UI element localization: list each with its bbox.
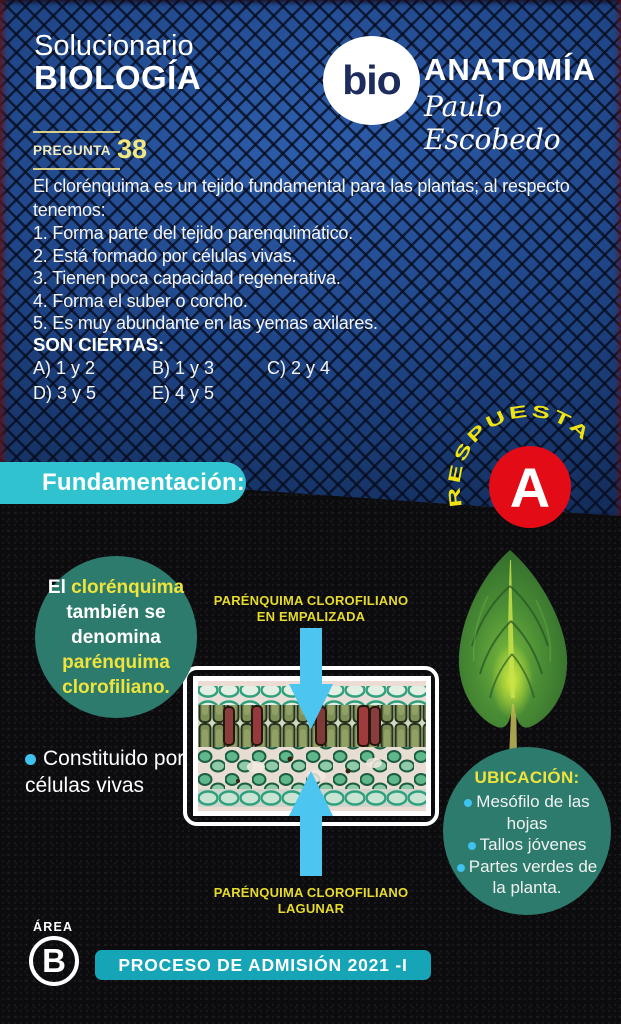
bullet-dot-icon <box>25 754 36 765</box>
lagunar-label-line1: PARÉNQUIMA CLOROFILIANO <box>213 885 409 900</box>
ubication-title: UBICACIÓN: <box>474 768 580 787</box>
statement-5: 5. Es muy abundante en las yemas axilares. <box>33 313 378 333</box>
bullet-dot-icon <box>468 842 476 850</box>
leaf-image <box>448 546 588 761</box>
answer-badge <box>438 392 621 557</box>
answer-options <box>33 357 463 405</box>
ubication-item-1 <box>451 791 603 834</box>
palisade-label <box>186 593 436 625</box>
question-rule-top <box>33 131 120 133</box>
area-label: ÁREA <box>33 920 74 934</box>
question-prompt: El clorénquima es un tejido fundamental para las plantas; al respecto tenemos: <box>33 176 570 220</box>
ubication-item-3-text: Partes verdes de la planta. <box>468 856 598 897</box>
statement-3: 3. Tienen poca capacidad regenerativa. <box>33 268 341 288</box>
page-title-top: Solucionario <box>34 30 194 62</box>
option-b: B) 1 y 3 <box>152 358 215 378</box>
question-label: PREGUNTA <box>33 143 111 158</box>
arrow-up-icon <box>289 771 333 816</box>
admission-process-bar: PROCESO DE ADMISIÓN 2021 -I <box>95 950 431 980</box>
option-c: C) 2 y 4 <box>267 358 331 378</box>
area-badge <box>29 936 79 986</box>
area-letter: B <box>42 942 66 979</box>
ubication-bubble <box>443 747 611 915</box>
bullet-dot-icon <box>457 864 465 872</box>
definition-seg3: también se denomina <box>66 601 166 648</box>
option-e: E) 4 y 5 <box>152 383 215 403</box>
definition-seg4: parénquima clorofiliano. <box>62 651 170 698</box>
author-signature: Paulo Escobedo <box>424 90 561 156</box>
bio-logo-text: bio <box>342 57 401 103</box>
answer-letter: A <box>509 456 551 519</box>
page-title-main: BIOLOGÍA <box>34 59 202 96</box>
question-rule-bottom <box>33 168 120 170</box>
definition-seg2: clorénquima <box>71 576 185 598</box>
bullet-dot-icon <box>464 799 472 807</box>
definition-bubble <box>35 556 197 718</box>
lagunar-label-line2: LAGUNAR <box>277 901 345 916</box>
brand-name: ANATOMÍA <box>424 52 597 87</box>
question-heading <box>33 136 147 163</box>
fundamentacion-banner: Fundamentación: <box>0 462 246 504</box>
lagunar-label <box>186 885 436 917</box>
respuesta-arc-label: RESPUESTA <box>444 401 590 509</box>
palisade-label-line1: PARÉNQUIMA CLOROFILIANO <box>213 593 409 608</box>
arrow-down-icon <box>289 684 333 729</box>
arrow-up-shaft <box>300 814 322 876</box>
definition-seg1: El <box>47 576 72 598</box>
option-a: A) 1 y 2 <box>33 358 96 378</box>
question-number: 38 <box>116 134 147 164</box>
note-item <box>25 745 220 799</box>
ubication-item-2-text: Tallos jóvenes <box>479 835 587 854</box>
ubication-item-1-text: Mesófilo de las hojas <box>476 792 590 833</box>
definition-text <box>40 575 192 700</box>
son-ciertas-label: SON CIERTAS: <box>33 334 165 355</box>
note-text: Constituido por células vivas <box>25 747 185 797</box>
ubication-item-3 <box>451 856 603 899</box>
statement-2: 2. Está formado por células vivas. <box>33 245 297 266</box>
ubication-list <box>451 791 603 899</box>
bio-logo-oval <box>323 36 420 125</box>
statement-4: 4. Forma el suber o corcho. <box>33 290 248 311</box>
question-statements <box>33 222 608 335</box>
arrow-down-shaft <box>300 628 322 686</box>
option-d: D) 3 y 5 <box>33 383 97 403</box>
statement-1: 1. Forma parte del tejido parenquimático. <box>33 223 353 243</box>
palisade-label-line2: EN EMPALIZADA <box>256 609 366 624</box>
ubication-item-2 <box>451 834 603 856</box>
